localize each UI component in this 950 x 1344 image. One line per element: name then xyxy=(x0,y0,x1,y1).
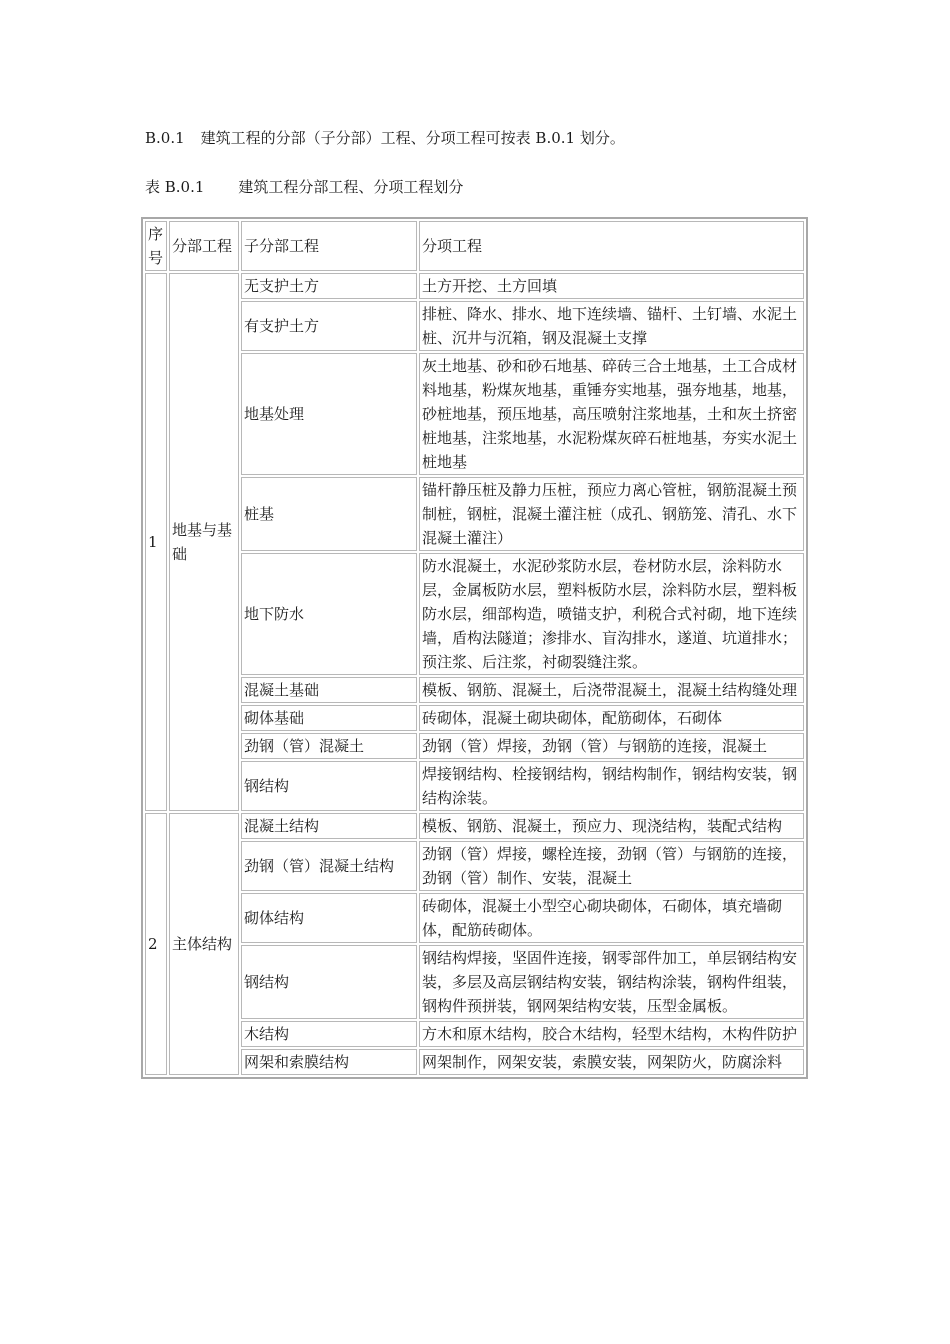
table-row xyxy=(145,553,804,675)
table-row xyxy=(145,477,804,551)
subdivision-name: 网架和索膜结构 xyxy=(241,1049,417,1075)
item-list: 模板、钢筋、混凝土，预应力、现浇结构，装配式结构 xyxy=(419,813,804,839)
table-row xyxy=(145,945,804,1019)
table-caption xyxy=(145,176,463,197)
item-list: 网架制作，网架安装，索膜安装，网架防火，防腐涂料 xyxy=(419,1049,804,1075)
table-row xyxy=(145,273,804,299)
table-row xyxy=(145,761,804,811)
header-subdivision: 子分部工程 xyxy=(241,221,417,271)
intro-paragraph xyxy=(145,127,625,148)
intro-code: B.0.1 xyxy=(145,129,185,147)
item-list: 锚杆静压桩及静力压桩，预应力离心管桩，钢筋混凝土预制桩，钢桩，混凝土灌注桩（成孔、钢筋笼、清孔、水下混凝土灌注） xyxy=(419,477,804,551)
subdivision-name: 砌体基础 xyxy=(241,705,417,731)
subdivision-name: 砌体结构 xyxy=(241,893,417,943)
subdivision-name: 有支护土方 xyxy=(241,301,417,351)
header-no: 序号 xyxy=(145,221,167,271)
division-table xyxy=(141,217,808,1079)
item-list: 排桩、降水、排水、地下连续墙、锚杆、土钉墙、水泥土桩、沉井与沉箱，钢及混凝土支撑 xyxy=(419,301,804,351)
header-items: 分项工程 xyxy=(419,221,804,271)
subdivision-name: 无支护土方 xyxy=(241,273,417,299)
subdivision-name: 劲钢（管）混凝土结构 xyxy=(241,841,417,891)
group-number: 2 xyxy=(145,813,167,1075)
division-name: 主体结构 xyxy=(169,813,239,1075)
table-row xyxy=(145,301,804,351)
table-row xyxy=(145,813,804,839)
item-list: 焊接钢结构、栓接钢结构，钢结构制作，钢结构安装，钢结构涂装。 xyxy=(419,761,804,811)
subdivision-name: 钢结构 xyxy=(241,761,417,811)
table-row xyxy=(145,841,804,891)
subdivision-name: 劲钢（管）混凝土 xyxy=(241,733,417,759)
item-list: 土方开挖、土方回填 xyxy=(419,273,804,299)
subdivision-name: 混凝土基础 xyxy=(241,677,417,703)
item-list: 劲钢（管）焊接，螺栓连接，劲钢（管）与钢筋的连接，劲钢（管）制作、安装，混凝土 xyxy=(419,841,804,891)
division-name: 地基与基础 xyxy=(169,273,239,811)
caption-label: 表 B.0.1 xyxy=(145,178,205,196)
table-row xyxy=(145,893,804,943)
item-list: 砖砌体，混凝土砌块砌体，配筋砌体，石砌体 xyxy=(419,705,804,731)
table-row xyxy=(145,733,804,759)
subdivision-name: 地基处理 xyxy=(241,353,417,475)
item-list: 模板、钢筋、混凝土，后浇带混凝土，混凝土结构缝处理 xyxy=(419,677,804,703)
subdivision-name: 钢结构 xyxy=(241,945,417,1019)
subdivision-name: 混凝土结构 xyxy=(241,813,417,839)
subdivision-name: 桩基 xyxy=(241,477,417,551)
group-number: 1 xyxy=(145,273,167,811)
caption-title: 建筑工程分部工程、分项工程划分 xyxy=(238,178,464,196)
table-header-row xyxy=(145,221,804,271)
table-row xyxy=(145,677,804,703)
table-row xyxy=(145,1049,804,1075)
intro-text: 建筑工程的分部（子分部）工程、分项工程可按表 B.0.1 划分。 xyxy=(200,129,625,147)
table-row xyxy=(145,353,804,475)
header-division: 分部工程 xyxy=(169,221,239,271)
subdivision-name: 木结构 xyxy=(241,1021,417,1047)
item-list: 砖砌体，混凝土小型空心砌块砌体，石砌体，填充墙砌体，配筋砖砌体。 xyxy=(419,893,804,943)
table-row xyxy=(145,1021,804,1047)
item-list: 劲钢（管）焊接，劲钢（管）与钢筋的连接，混凝土 xyxy=(419,733,804,759)
item-list: 灰土地基、砂和砂石地基、碎砖三合土地基，土工合成材料地基，粉煤灰地基，重锤夯实地基，强夯地基，地基，砂桩地基，预压地基，高压喷射注浆地基，土和灰土挤密桩地基，注浆地基，水泥粉煤灰碎石桩地基，夯实水泥土桩地基 xyxy=(419,353,804,475)
subdivision-name: 地下防水 xyxy=(241,553,417,675)
item-list: 防水混凝土，水泥砂浆防水层，卷材防水层，涂料防水层，金属板防水层，塑料板防水层，涂料防水层，塑料板防水层，细部构造，喷锚支护，利税合式衬砌，地下连续墙，盾构法隧道；渗排水、盲沟排水，遂道、坑道排水；预注浆、后注浆，衬砌裂缝注浆。 xyxy=(419,553,804,675)
table-row xyxy=(145,705,804,731)
item-list: 方木和原木结构，胶合木结构，轻型木结构，木构件防护 xyxy=(419,1021,804,1047)
item-list: 钢结构焊接，坚固件连接，钢零部件加工，单层钢结构安装，多层及高层钢结构安装，钢结构涂装，钢构件组装，钢构件预拼装，钢网架结构安装，压型金属板。 xyxy=(419,945,804,1019)
